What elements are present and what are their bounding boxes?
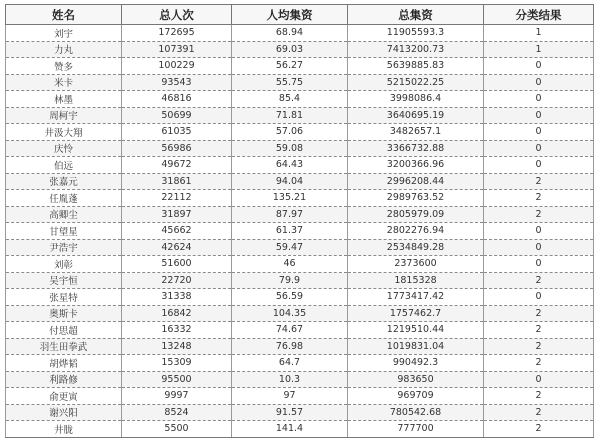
cell-total-funding: 1757462.7 [348, 305, 484, 322]
cell-total-count: 172695 [122, 25, 232, 42]
cell-name: 谢兴阳 [6, 404, 122, 421]
cell-total-funding: 3998086.4 [348, 91, 484, 108]
table-row [6, 173, 594, 190]
table-row [6, 107, 594, 124]
cell-total-count: 56986 [122, 140, 232, 157]
cell-classification: 0 [484, 74, 594, 91]
cell-name: 吴宇恒 [6, 272, 122, 289]
table-row [6, 404, 594, 421]
cell-name: 高卿尘 [6, 206, 122, 223]
cell-name: 羽生田拳武 [6, 338, 122, 355]
table-row [6, 355, 594, 372]
cell-per-capita-funding: 104.35 [232, 305, 348, 322]
cell-classification: 0 [484, 107, 594, 124]
cell-total-funding: 7413200.73 [348, 41, 484, 58]
cell-total-funding: 2805979.09 [348, 206, 484, 223]
cell-per-capita-funding: 61.37 [232, 223, 348, 240]
cell-classification: 0 [484, 256, 594, 273]
cell-name: 刘彰 [6, 256, 122, 273]
cell-total-count: 16842 [122, 305, 232, 322]
cell-per-capita-funding: 68.94 [232, 25, 348, 42]
cell-name: 任胤蓬 [6, 190, 122, 207]
table-row [6, 371, 594, 388]
cell-classification: 0 [484, 124, 594, 141]
cell-name: 刘宇 [6, 25, 122, 42]
cell-total-funding: 3366732.88 [348, 140, 484, 157]
header-total-count: 总人次 [122, 5, 232, 25]
cell-total-count: 42624 [122, 239, 232, 256]
cell-per-capita-funding: 64.43 [232, 157, 348, 174]
cell-per-capita-funding: 97 [232, 388, 348, 405]
table-row [6, 388, 594, 405]
cell-classification: 0 [484, 140, 594, 157]
cell-total-funding: 11905593.3 [348, 25, 484, 42]
cell-name: 利路修 [6, 371, 122, 388]
cell-per-capita-funding: 59.08 [232, 140, 348, 157]
cell-classification: 0 [484, 371, 594, 388]
cell-total-count: 22720 [122, 272, 232, 289]
cell-per-capita-funding: 64.7 [232, 355, 348, 372]
cell-total-count: 61035 [122, 124, 232, 141]
cell-per-capita-funding: 141.4 [232, 421, 348, 438]
cell-classification: 2 [484, 338, 594, 355]
header-classification: 分类结果 [484, 5, 594, 25]
header-name: 姓名 [6, 5, 122, 25]
cell-total-count: 50699 [122, 107, 232, 124]
table-row [6, 256, 594, 273]
cell-name: 米卡 [6, 74, 122, 91]
table-row [6, 74, 594, 91]
cell-per-capita-funding: 55.75 [232, 74, 348, 91]
cell-classification: 0 [484, 289, 594, 306]
table-row [6, 223, 594, 240]
cell-name: 俞更寅 [6, 388, 122, 405]
cell-total-count: 31861 [122, 173, 232, 190]
cell-classification: 1 [484, 25, 594, 42]
cell-per-capita-funding: 71.81 [232, 107, 348, 124]
cell-per-capita-funding: 76.98 [232, 338, 348, 355]
cell-total-funding: 1219510.44 [348, 322, 484, 339]
table-row [6, 305, 594, 322]
cell-classification: 2 [484, 206, 594, 223]
cell-name: 奥斯卡 [6, 305, 122, 322]
table-row [6, 157, 594, 174]
cell-name: 井胧 [6, 421, 122, 438]
table-body [6, 25, 594, 438]
table-row [6, 206, 594, 223]
cell-total-count: 45662 [122, 223, 232, 240]
cell-total-count: 107391 [122, 41, 232, 58]
cell-per-capita-funding: 56.27 [232, 58, 348, 75]
cell-per-capita-funding: 91.57 [232, 404, 348, 421]
cell-classification: 2 [484, 404, 594, 421]
cell-classification: 0 [484, 58, 594, 75]
cell-name: 庆怜 [6, 140, 122, 157]
cell-total-funding: 2996208.44 [348, 173, 484, 190]
cell-classification: 2 [484, 190, 594, 207]
cell-total-funding: 5215022.25 [348, 74, 484, 91]
cell-total-funding: 5639885.83 [348, 58, 484, 75]
header-per-capita-funding: 人均集资 [232, 5, 348, 25]
cell-per-capita-funding: 85.4 [232, 91, 348, 108]
cell-total-funding: 2373600 [348, 256, 484, 273]
cell-per-capita-funding: 59.47 [232, 239, 348, 256]
cell-classification: 2 [484, 173, 594, 190]
cell-total-count: 16332 [122, 322, 232, 339]
cell-total-count: 31338 [122, 289, 232, 306]
cell-total-funding: 2534849.28 [348, 239, 484, 256]
cell-total-count: 13248 [122, 338, 232, 355]
cell-total-count: 15309 [122, 355, 232, 372]
cell-total-funding: 2989763.52 [348, 190, 484, 207]
cell-total-count: 31897 [122, 206, 232, 223]
cell-per-capita-funding: 79.9 [232, 272, 348, 289]
cell-total-count: 95500 [122, 371, 232, 388]
cell-per-capita-funding: 10.3 [232, 371, 348, 388]
cell-classification: 2 [484, 305, 594, 322]
header-row [6, 5, 594, 25]
cell-total-count: 5500 [122, 421, 232, 438]
ranking-table-container [5, 4, 593, 438]
table-row [6, 322, 594, 339]
cell-name: 赞多 [6, 58, 122, 75]
cell-per-capita-funding: 69.03 [232, 41, 348, 58]
cell-classification: 0 [484, 239, 594, 256]
cell-total-count: 51600 [122, 256, 232, 273]
cell-name: 甘望星 [6, 223, 122, 240]
cell-name: 林墨 [6, 91, 122, 108]
table-row [6, 58, 594, 75]
cell-per-capita-funding: 87.97 [232, 206, 348, 223]
cell-total-funding: 990492.3 [348, 355, 484, 372]
cell-total-funding: 777700 [348, 421, 484, 438]
cell-total-funding: 2802276.94 [348, 223, 484, 240]
cell-total-funding: 1815328 [348, 272, 484, 289]
cell-classification: 2 [484, 421, 594, 438]
table-row [6, 239, 594, 256]
cell-name: 张星特 [6, 289, 122, 306]
table-row [6, 421, 594, 438]
cell-total-count: 46816 [122, 91, 232, 108]
cell-total-funding: 1019831.04 [348, 338, 484, 355]
cell-classification: 2 [484, 388, 594, 405]
cell-name: 张嘉元 [6, 173, 122, 190]
table-row [6, 25, 594, 42]
cell-per-capita-funding: 46 [232, 256, 348, 273]
table-row [6, 190, 594, 207]
cell-total-funding: 3640695.19 [348, 107, 484, 124]
header-total-funding: 总集资 [348, 5, 484, 25]
cell-name: 付思超 [6, 322, 122, 339]
cell-total-count: 22112 [122, 190, 232, 207]
cell-classification: 2 [484, 272, 594, 289]
cell-name: 井汲大翔 [6, 124, 122, 141]
cell-name: 伯远 [6, 157, 122, 174]
table-row [6, 289, 594, 306]
cell-total-funding: 1773417.42 [348, 289, 484, 306]
cell-classification: 1 [484, 41, 594, 58]
cell-total-funding: 983650 [348, 371, 484, 388]
cell-total-funding: 969709 [348, 388, 484, 405]
cell-total-count: 8524 [122, 404, 232, 421]
cell-name: 胡烨韬 [6, 355, 122, 372]
cell-total-funding: 3200366.96 [348, 157, 484, 174]
cell-classification: 2 [484, 322, 594, 339]
cell-per-capita-funding: 56.59 [232, 289, 348, 306]
ranking-table [5, 4, 594, 438]
cell-total-count: 9997 [122, 388, 232, 405]
cell-per-capita-funding: 74.67 [232, 322, 348, 339]
cell-name: 周柯宇 [6, 107, 122, 124]
cell-name: 尹浩宇 [6, 239, 122, 256]
cell-total-funding: 3482657.1 [348, 124, 484, 141]
table-row [6, 338, 594, 355]
table-row [6, 124, 594, 141]
cell-total-count: 93543 [122, 74, 232, 91]
table-row [6, 272, 594, 289]
cell-classification: 0 [484, 223, 594, 240]
table-row [6, 91, 594, 108]
cell-name: 力丸 [6, 41, 122, 58]
cell-total-count: 49672 [122, 157, 232, 174]
cell-classification: 0 [484, 157, 594, 174]
cell-per-capita-funding: 94.04 [232, 173, 348, 190]
cell-per-capita-funding: 135.21 [232, 190, 348, 207]
cell-total-count: 100229 [122, 58, 232, 75]
cell-classification: 0 [484, 91, 594, 108]
table-row [6, 41, 594, 58]
table-row [6, 140, 594, 157]
cell-classification: 2 [484, 355, 594, 372]
table-header [6, 5, 594, 25]
cell-per-capita-funding: 57.06 [232, 124, 348, 141]
cell-total-funding: 780542.68 [348, 404, 484, 421]
